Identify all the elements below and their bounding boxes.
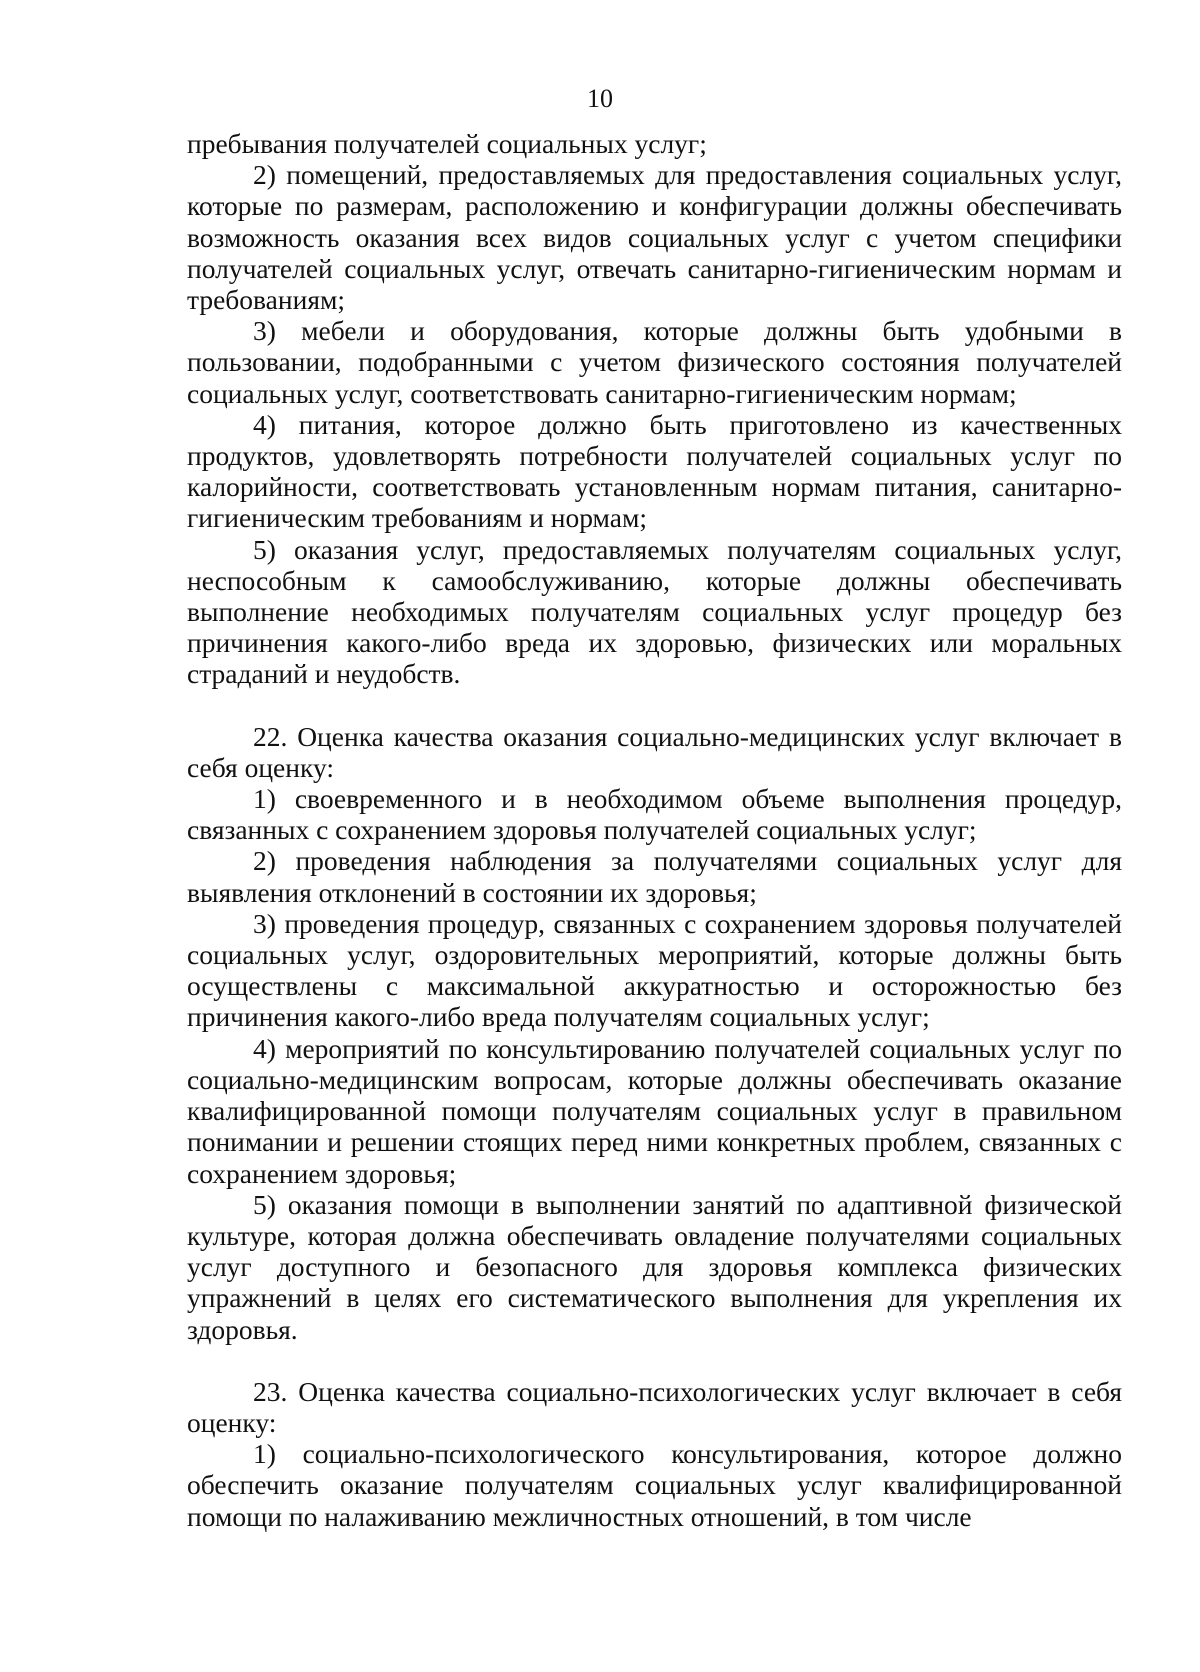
section-22-heading: 22. Оценка качества оказания социально-медицинских услуг включает в себя оценку: — [187, 720, 1122, 783]
section-23-heading: 23. Оценка качества социально-психологических услуг включает в себя оценку: — [187, 1375, 1122, 1438]
list-item-premises: 2) помещений, предоставляемых для предоставления социальных услуг, которые по размерам, расположению и конфигурации должны обеспечивать возможность оказания всех видов социальных услуг с учетом специфики получателей социальных услуг, отвечать санитарно-гигиеническим нормам и требованиям; — [187, 159, 1122, 316]
page-number: 10 — [587, 84, 613, 113]
list-item-adaptive-culture: 5) оказания помощи в выполнении занятий по адаптивной физической культуре, которая должна обеспечивать овладение получателями социальных услуг доступного и безопасного для здоровья комплекса физических упражнений в целях его систематического выполнения для укрепления их здоровья. — [187, 1188, 1122, 1345]
list-item-procedures: 1) своевременного и в необходимом объеме выполнения процедур, связанных с сохранением здоровья получателей социальных услуг; — [187, 783, 1122, 846]
list-item-observation: 2) проведения наблюдения за получателями социальных услуг для выявления отклонений в состоянии их здоровья; — [187, 845, 1122, 908]
list-item-health-procedures: 3) проведения процедур, связанных с сохранением здоровья получателей социальных услуг, оздоровительных мероприятий, которые должны быть осуществлены с максимальной аккуратностью и осторожностью без причинения какого-либо вреда получателям социальных услуг; — [187, 907, 1122, 1033]
list-item-consulting: 4) мероприятий по консультированию получателей социальных услуг по социально-медицинским вопросам, которые должны обеспечивать оказание квалифицированной помощи получателям социальных услуг в правильном понимании и решении стоящих перед ними конкретных проблем, связанных с сохранением здоровья; — [187, 1032, 1122, 1189]
list-item-nutrition: 4) питания, которое должно быть приготовлено из качественных продуктов, удовлетворять потребности получателей социальных услуг по калорийности, соответствовать установленным нормам питания, санитарно-гигиеническим требованиям и нормам; — [187, 408, 1122, 534]
list-item-services-disabled: 5) оказания услуг, предоставляемых получателям социальных услуг, неспособным к самообслуживанию, которые должны обеспечивать выполнение необходимых получателям социальных услуг процедур без причинения какого-либо вреда их здоровью, физических или моральных страданий и неудобств. — [187, 533, 1122, 690]
paragraph-continuation: пребывания получателей социальных услуг; — [187, 128, 707, 159]
list-item-psych-consulting: 1) социально-психологического консультирования, которое должно обеспечить оказание получателям социальных услуг квалифицированной помощи по налаживанию межличностных отношений, в том числе — [187, 1438, 1122, 1532]
list-item-furniture: 3) мебели и оборудования, которые должны быть удобными в пользовании, подобранными с учетом физического состояния получателей социальных услуг, соответствовать санитарно-гигиеническим нормам; — [187, 315, 1122, 409]
document-body — [187, 128, 1122, 1532]
